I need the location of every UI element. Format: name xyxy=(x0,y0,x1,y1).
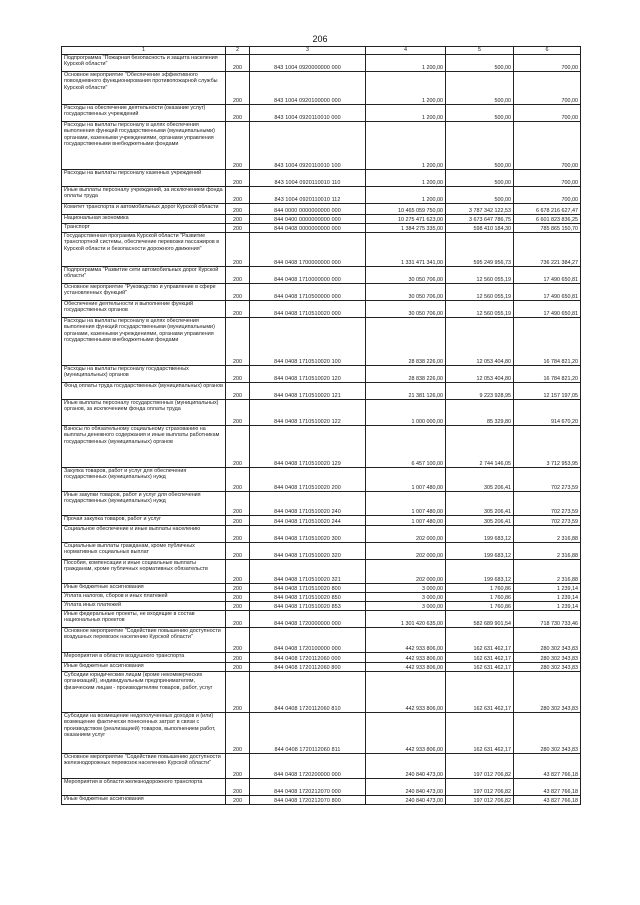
line-code-cell: 200 xyxy=(226,754,250,779)
line-code-cell: 200 xyxy=(226,611,250,628)
unexecuted-amount-cell: 2 316,88 xyxy=(514,560,581,584)
unexecuted-amount-cell: 43 827 766,18 xyxy=(514,779,581,796)
expense-name-cell: Взносы по обязательному социальному страхованию на выплаты денежного содержания и иные выплаты работникам государственных (муниципальных) органов xyxy=(62,426,226,468)
executed-amount-cell: 305 206,41 xyxy=(446,492,514,516)
table-row xyxy=(62,602,581,611)
approved-amount-cell: 240 840 473,00 xyxy=(366,754,446,779)
header-cell: 4 xyxy=(366,47,446,55)
table-row xyxy=(62,224,581,233)
approved-amount-cell: 10 275 471 623,00 xyxy=(366,215,446,224)
unexecuted-amount-cell: 6 601 823 836,25 xyxy=(514,215,581,224)
line-code-cell: 200 xyxy=(226,170,250,187)
unexecuted-amount-cell: 2 316,88 xyxy=(514,543,581,560)
line-code-cell: 200 xyxy=(226,72,250,105)
approved-amount-cell: 1 200,00 xyxy=(366,187,446,204)
table-row xyxy=(62,663,581,672)
approved-amount-cell: 442 933 806,00 xyxy=(366,628,446,653)
table-row xyxy=(62,233,581,267)
executed-amount-cell: 1 760,86 xyxy=(446,584,514,593)
table-row xyxy=(62,426,581,468)
classification-code-cell: 844 0408 1710510020 200 xyxy=(250,468,366,492)
line-code-cell: 200 xyxy=(226,543,250,560)
approved-amount-cell: 442 933 806,00 xyxy=(366,672,446,713)
expense-name-cell: Государственная программа Курской области "Развитие транспортной системы, обеспечение перевозки пассажиров в Курской области и безопасности дорожного движения" xyxy=(62,233,226,267)
expense-name-cell: Социальное обеспечение и иные выплаты населению xyxy=(62,526,226,543)
unexecuted-amount-cell: 17 490 650,81 xyxy=(514,284,581,301)
unexecuted-amount-cell: 6 678 216 627,47 xyxy=(514,204,581,215)
header-cell: 3 xyxy=(250,47,366,55)
line-code-cell: 200 xyxy=(226,301,250,318)
executed-amount-cell: 1 760,86 xyxy=(446,593,514,602)
approved-amount-cell: 1 301 420 635,00 xyxy=(366,611,446,628)
line-code-cell: 200 xyxy=(226,779,250,796)
line-code-cell: 200 xyxy=(226,318,250,366)
approved-amount-cell: 30 050 706,00 xyxy=(366,267,446,284)
unexecuted-amount-cell: 280 302 343,83 xyxy=(514,628,581,653)
expense-name-cell: Социальные выплаты гражданам, кроме публичных нормативных социальных выплат xyxy=(62,543,226,560)
approved-amount-cell: 6 457 100,00 xyxy=(366,426,446,468)
classification-code-cell: 843 1004 0920100000 000 xyxy=(250,72,366,105)
unexecuted-amount-cell: 2 316,88 xyxy=(514,526,581,543)
table-row xyxy=(62,492,581,516)
line-code-cell: 200 xyxy=(226,526,250,543)
classification-code-cell: 843 1004 0920110010 000 xyxy=(250,105,366,122)
approved-amount-cell: 442 933 806,00 xyxy=(366,663,446,672)
table-row xyxy=(62,516,581,526)
classification-code-cell: 844 0408 1720000000 000 xyxy=(250,611,366,628)
classification-code-cell: 844 0408 1720112060 810 xyxy=(250,672,366,713)
executed-amount-cell: 305 206,41 xyxy=(446,516,514,526)
executed-amount-cell: 9 223 928,95 xyxy=(446,383,514,400)
unexecuted-amount-cell: 12 157 197,05 xyxy=(514,383,581,400)
expense-name-cell: Основное мероприятие "Обеспечение эффективного повседневного функционирования противопожарной службы Курской области" xyxy=(62,72,226,105)
classification-code-cell: 844 0408 1710510020 300 xyxy=(250,526,366,543)
approved-amount-cell: 442 933 806,00 xyxy=(366,713,446,754)
unexecuted-amount-cell: 280 302 343,83 xyxy=(514,672,581,713)
unexecuted-amount-cell: 17 490 650,81 xyxy=(514,267,581,284)
classification-code-cell: 844 0408 1720112060 811 xyxy=(250,713,366,754)
line-code-cell: 200 xyxy=(226,602,250,611)
approved-amount-cell: 202 000,00 xyxy=(366,526,446,543)
approved-amount-cell: 240 840 473,00 xyxy=(366,796,446,805)
table-row xyxy=(62,301,581,318)
expense-name-cell: Закупка товаров, работ и услуг для обеспечения государственных (муниципальных) нужд xyxy=(62,468,226,492)
table-row xyxy=(62,543,581,560)
table-row xyxy=(62,55,581,72)
budget-table xyxy=(61,46,581,805)
expense-name-cell: Уплата налогов, сборов и иных платежей xyxy=(62,593,226,602)
unexecuted-amount-cell: 43 827 766,18 xyxy=(514,796,581,805)
table-row xyxy=(62,796,581,805)
unexecuted-amount-cell: 700,00 xyxy=(514,122,581,170)
approved-amount-cell: 1 200,00 xyxy=(366,55,446,72)
expense-name-cell: Иные бюджетные ассигнования xyxy=(62,584,226,593)
line-code-cell: 200 xyxy=(226,105,250,122)
executed-amount-cell: 1 760,86 xyxy=(446,602,514,611)
table-row xyxy=(62,779,581,796)
classification-code-cell: 844 0408 1710510020 120 xyxy=(250,366,366,383)
expense-name-cell: Субсидии юридическим лицам (кроме некоммерческих организаций), индивидуальным предпринимателям, физическим лицам - производителям товаров, работ, услуг xyxy=(62,672,226,713)
table-row xyxy=(62,468,581,492)
executed-amount-cell: 12 560 055,19 xyxy=(446,267,514,284)
expense-name-cell: Комитет транспорта и автомобильных дорог Курской области xyxy=(62,204,226,215)
classification-code-cell: 844 0408 0000000000 000 xyxy=(250,224,366,233)
header-cell: 1 xyxy=(62,47,226,55)
classification-code-cell: 844 0408 1710510020 320 xyxy=(250,543,366,560)
expense-name-cell: Расходы на выплаты персоналу в целях обеспечения выполнения функций государственными (муниципальными) органами, казенными учреждениями, органами управления государственными внебюджетными фондами xyxy=(62,318,226,366)
line-code-cell: 200 xyxy=(226,122,250,170)
executed-amount-cell: 12 053 404,80 xyxy=(446,366,514,383)
approved-amount-cell: 3 000,00 xyxy=(366,602,446,611)
expense-name-cell: Обеспечение деятельности и выполнение функций государственных органов xyxy=(62,301,226,318)
table-row xyxy=(62,754,581,779)
approved-amount-cell: 240 840 473,00 xyxy=(366,779,446,796)
executed-amount-cell: 162 631 462,17 xyxy=(446,672,514,713)
executed-amount-cell: 582 689 901,54 xyxy=(446,611,514,628)
executed-amount-cell: 12 560 055,19 xyxy=(446,284,514,301)
expense-name-cell: Иные бюджетные ассигнования xyxy=(62,663,226,672)
line-code-cell: 200 xyxy=(226,492,250,516)
approved-amount-cell: 1 384 275 335,00 xyxy=(366,224,446,233)
executed-amount-cell: 12 560 055,19 xyxy=(446,301,514,318)
executed-amount-cell: 199 683,12 xyxy=(446,560,514,584)
approved-amount-cell: 28 838 226,00 xyxy=(366,366,446,383)
expense-name-cell: Основное мероприятие "Содействие повышению доступности воздушных перевозок населению Курской области" xyxy=(62,628,226,653)
classification-code-cell: 844 0408 1700000000 000 xyxy=(250,233,366,267)
approved-amount-cell: 3 000,00 xyxy=(366,593,446,602)
unexecuted-amount-cell: 280 302 343,83 xyxy=(514,663,581,672)
approved-amount-cell: 1 200,00 xyxy=(366,72,446,105)
executed-amount-cell: 500,00 xyxy=(446,187,514,204)
approved-amount-cell: 21 381 126,00 xyxy=(366,383,446,400)
expense-name-cell: Иные федеральные проекты, не входящие в состав национальных проектов xyxy=(62,611,226,628)
expense-name-cell: Иные выплаты персоналу учреждений, за исключением фонда оплаты труда xyxy=(62,187,226,204)
executed-amount-cell: 199 683,12 xyxy=(446,543,514,560)
classification-code-cell: 844 0408 1710510020 853 xyxy=(250,602,366,611)
table-row xyxy=(62,72,581,105)
table-row xyxy=(62,105,581,122)
line-code-cell: 200 xyxy=(226,366,250,383)
expense-name-cell: Расходы на выплаты персоналу казенных учреждений xyxy=(62,170,226,187)
table-row xyxy=(62,318,581,366)
line-code-cell: 200 xyxy=(226,628,250,653)
executed-amount-cell: 500,00 xyxy=(446,170,514,187)
line-code-cell: 200 xyxy=(226,284,250,301)
unexecuted-amount-cell: 702 273,59 xyxy=(514,516,581,526)
executed-amount-cell: 197 012 706,82 xyxy=(446,754,514,779)
line-code-cell: 200 xyxy=(226,215,250,224)
expense-name-cell: Национальная экономика xyxy=(62,215,226,224)
expense-name-cell: Расходы на выплаты персоналу в целях обеспечения выполнения функций государственными (муниципальными) органами, казенными учреждениями, органами управления государственными внебюджетными фондами xyxy=(62,122,226,170)
classification-code-cell: 844 0408 1710510020 121 xyxy=(250,383,366,400)
classification-code-cell: 844 0400 0000000000 000 xyxy=(250,215,366,224)
executed-amount-cell: 162 631 462,17 xyxy=(446,713,514,754)
executed-amount-cell: 197 012 706,82 xyxy=(446,796,514,805)
executed-amount-cell: 500,00 xyxy=(446,105,514,122)
line-code-cell: 200 xyxy=(226,426,250,468)
expense-name-cell: Иные закупки товаров, работ и услуг для обеспечения государственных (муниципальных) нужд xyxy=(62,492,226,516)
line-code-cell: 200 xyxy=(226,593,250,602)
expense-name-cell: Иные выплаты персоналу государственных (муниципальных) органов, за исключением фонда оплаты труда xyxy=(62,400,226,426)
unexecuted-amount-cell: 280 302 343,83 xyxy=(514,713,581,754)
expense-name-cell: Расходы на обеспечение деятельности (оказание услуг) государственных учреждений xyxy=(62,105,226,122)
expense-name-cell: Мероприятия в области воздушного транспорта xyxy=(62,653,226,663)
header-cell: 2 xyxy=(226,47,250,55)
classification-code-cell: 844 0408 1710510020 800 xyxy=(250,584,366,593)
executed-amount-cell: 305 206,41 xyxy=(446,468,514,492)
expense-name-cell: Основное мероприятие "Руководство и управление в сфере установленных функций" xyxy=(62,284,226,301)
classification-code-cell: 844 0408 1710510020 129 xyxy=(250,426,366,468)
executed-amount-cell: 500,00 xyxy=(446,122,514,170)
table-row xyxy=(62,400,581,426)
line-code-cell: 200 xyxy=(226,383,250,400)
classification-code-cell: 844 0408 1710000000 000 xyxy=(250,267,366,284)
table-row xyxy=(62,267,581,284)
expense-name-cell: Подпрограмма "Пожарная безопасность и защита населения Курской области" xyxy=(62,55,226,72)
expense-name-cell: Основное мероприятие "Содействие повышению доступности железнодорожных перевозок населению Курской области" xyxy=(62,754,226,779)
approved-amount-cell: 1 007 480,00 xyxy=(366,516,446,526)
table-row xyxy=(62,366,581,383)
line-code-cell: 200 xyxy=(226,400,250,426)
expense-name-cell: Мероприятия в области железнодорожного транспорта xyxy=(62,779,226,796)
unexecuted-amount-cell: 700,00 xyxy=(514,187,581,204)
classification-code-cell: 844 0408 1710510020 000 xyxy=(250,301,366,318)
classification-code-cell: 844 0408 1720100000 000 xyxy=(250,628,366,653)
expense-name-cell: Фонд оплаты труда государственных (муниципальных) органов xyxy=(62,383,226,400)
executed-amount-cell: 2 744 146,05 xyxy=(446,426,514,468)
approved-amount-cell: 1 007 480,00 xyxy=(366,468,446,492)
line-code-cell: 200 xyxy=(226,560,250,584)
executed-amount-cell: 162 631 462,17 xyxy=(446,663,514,672)
table-row xyxy=(62,204,581,215)
unexecuted-amount-cell: 700,00 xyxy=(514,170,581,187)
approved-amount-cell: 30 050 706,00 xyxy=(366,284,446,301)
approved-amount-cell: 1 000 000,00 xyxy=(366,400,446,426)
line-code-cell: 200 xyxy=(226,584,250,593)
classification-code-cell: 843 1004 0920110010 112 xyxy=(250,187,366,204)
classification-code-cell: 844 0408 1720112060 800 xyxy=(250,663,366,672)
unexecuted-amount-cell: 280 302 343,83 xyxy=(514,653,581,663)
line-code-cell: 200 xyxy=(226,468,250,492)
table-row xyxy=(62,284,581,301)
approved-amount-cell: 3 000,00 xyxy=(366,584,446,593)
table-row xyxy=(62,713,581,754)
unexecuted-amount-cell: 16 784 821,20 xyxy=(514,366,581,383)
approved-amount-cell: 1 331 471 341,00 xyxy=(366,233,446,267)
unexecuted-amount-cell: 718 730 733,46 xyxy=(514,611,581,628)
table-row xyxy=(62,383,581,400)
line-code-cell: 200 xyxy=(226,663,250,672)
expense-name-cell: Уплата иных платежей xyxy=(62,602,226,611)
unexecuted-amount-cell: 785 865 150,70 xyxy=(514,224,581,233)
line-code-cell: 200 xyxy=(226,224,250,233)
table-row xyxy=(62,584,581,593)
table-row xyxy=(62,611,581,628)
unexecuted-amount-cell: 1 239,14 xyxy=(514,593,581,602)
unexecuted-amount-cell: 43 827 766,18 xyxy=(514,754,581,779)
classification-code-cell: 844 0408 1720212070 800 xyxy=(250,796,366,805)
executed-amount-cell: 85 329,80 xyxy=(446,400,514,426)
line-code-cell: 200 xyxy=(226,187,250,204)
approved-amount-cell: 28 838 226,00 xyxy=(366,318,446,366)
unexecuted-amount-cell: 700,00 xyxy=(514,105,581,122)
header-cell: 5 xyxy=(446,47,514,55)
line-code-cell: 200 xyxy=(226,267,250,284)
approved-amount-cell: 1 200,00 xyxy=(366,105,446,122)
expense-name-cell: Субсидии на возмещение недополученных доходов и (или) возмещение фактически понесенных затрат в связи с производством (реализацией) товаров, выполнением работ, оказанием услуг xyxy=(62,713,226,754)
unexecuted-amount-cell: 3 712 953,95 xyxy=(514,426,581,468)
executed-amount-cell: 199 683,12 xyxy=(446,526,514,543)
approved-amount-cell: 1 007 480,00 xyxy=(366,492,446,516)
line-code-cell: 200 xyxy=(226,653,250,663)
classification-code-cell: 843 1004 0920110010 110 xyxy=(250,170,366,187)
unexecuted-amount-cell: 700,00 xyxy=(514,55,581,72)
line-code-cell: 200 xyxy=(226,672,250,713)
classification-code-cell: 844 0408 1710500000 000 xyxy=(250,284,366,301)
classification-code-cell: 844 0000 0000000000 000 xyxy=(250,204,366,215)
approved-amount-cell: 442 933 806,00 xyxy=(366,653,446,663)
expense-name-cell: Пособия, компенсации и иные социальные выплаты гражданам, кроме публичных нормативных обязательств xyxy=(62,560,226,584)
table-row xyxy=(62,526,581,543)
expense-name-cell: Прочая закупка товаров, работ и услуг xyxy=(62,516,226,526)
unexecuted-amount-cell: 1 239,14 xyxy=(514,602,581,611)
approved-amount-cell: 1 200,00 xyxy=(366,122,446,170)
executed-amount-cell: 500,00 xyxy=(446,72,514,105)
unexecuted-amount-cell: 702 273,59 xyxy=(514,492,581,516)
line-code-cell: 200 xyxy=(226,516,250,526)
table-row xyxy=(62,672,581,713)
expense-name-cell: Расходы на выплаты персоналу государственных (муниципальных) органов xyxy=(62,366,226,383)
executed-amount-cell: 162 631 462,17 xyxy=(446,628,514,653)
unexecuted-amount-cell: 914 670,20 xyxy=(514,400,581,426)
classification-code-cell: 844 0408 1720200000 000 xyxy=(250,754,366,779)
classification-code-cell: 844 0408 1720212070 000 xyxy=(250,779,366,796)
classification-code-cell: 844 0408 1710510020 100 xyxy=(250,318,366,366)
approved-amount-cell: 202 000,00 xyxy=(366,543,446,560)
expense-name-cell: Иные бюджетные ассигнования xyxy=(62,796,226,805)
unexecuted-amount-cell: 736 221 384,27 xyxy=(514,233,581,267)
line-code-cell: 200 xyxy=(226,204,250,215)
approved-amount-cell: 1 200,00 xyxy=(366,170,446,187)
unexecuted-amount-cell: 1 239,14 xyxy=(514,584,581,593)
executed-amount-cell: 500,00 xyxy=(446,55,514,72)
unexecuted-amount-cell: 702 273,59 xyxy=(514,468,581,492)
executed-amount-cell: 12 053 404,80 xyxy=(446,318,514,366)
table-row xyxy=(62,170,581,187)
table-row xyxy=(62,560,581,584)
expense-name-cell: Подпрограмма "Развитие сети автомобильных дорог Курской области" xyxy=(62,267,226,284)
classification-code-cell: 844 0408 1710510020 240 xyxy=(250,492,366,516)
header-row xyxy=(62,47,581,55)
unexecuted-amount-cell: 700,00 xyxy=(514,72,581,105)
table-row xyxy=(62,628,581,653)
table-row xyxy=(62,653,581,663)
approved-amount-cell: 10 465 059 750,00 xyxy=(366,204,446,215)
expense-name-cell: Транспорт xyxy=(62,224,226,233)
table-row xyxy=(62,215,581,224)
executed-amount-cell: 595 249 956,73 xyxy=(446,233,514,267)
executed-amount-cell: 3 787 342 122,53 xyxy=(446,204,514,215)
line-code-cell: 200 xyxy=(226,796,250,805)
page-number: 206 xyxy=(312,34,328,44)
executed-amount-cell: 598 410 184,30 xyxy=(446,224,514,233)
line-code-cell: 200 xyxy=(226,233,250,267)
executed-amount-cell: 197 012 706,82 xyxy=(446,779,514,796)
classification-code-cell: 843 1004 0920000000 000 xyxy=(250,55,366,72)
unexecuted-amount-cell: 16 784 821,20 xyxy=(514,318,581,366)
line-code-cell: 200 xyxy=(226,713,250,754)
line-code-cell: 200 xyxy=(226,55,250,72)
executed-amount-cell: 162 631 462,17 xyxy=(446,653,514,663)
classification-code-cell: 844 0408 1710510020 850 xyxy=(250,593,366,602)
table-row xyxy=(62,593,581,602)
table-row xyxy=(62,122,581,170)
classification-code-cell: 844 0408 1710510020 122 xyxy=(250,400,366,426)
approved-amount-cell: 30 050 706,00 xyxy=(366,301,446,318)
classification-code-cell: 843 1004 0920110010 100 xyxy=(250,122,366,170)
header-cell: 6 xyxy=(514,47,581,55)
classification-code-cell: 844 0408 1720112060 000 xyxy=(250,653,366,663)
table-row xyxy=(62,187,581,204)
approved-amount-cell: 202 000,00 xyxy=(366,560,446,584)
classification-code-cell: 844 0408 1710510020 321 xyxy=(250,560,366,584)
unexecuted-amount-cell: 17 490 650,81 xyxy=(514,301,581,318)
executed-amount-cell: 3 673 647 786,75 xyxy=(446,215,514,224)
classification-code-cell: 844 0408 1710510020 244 xyxy=(250,516,366,526)
